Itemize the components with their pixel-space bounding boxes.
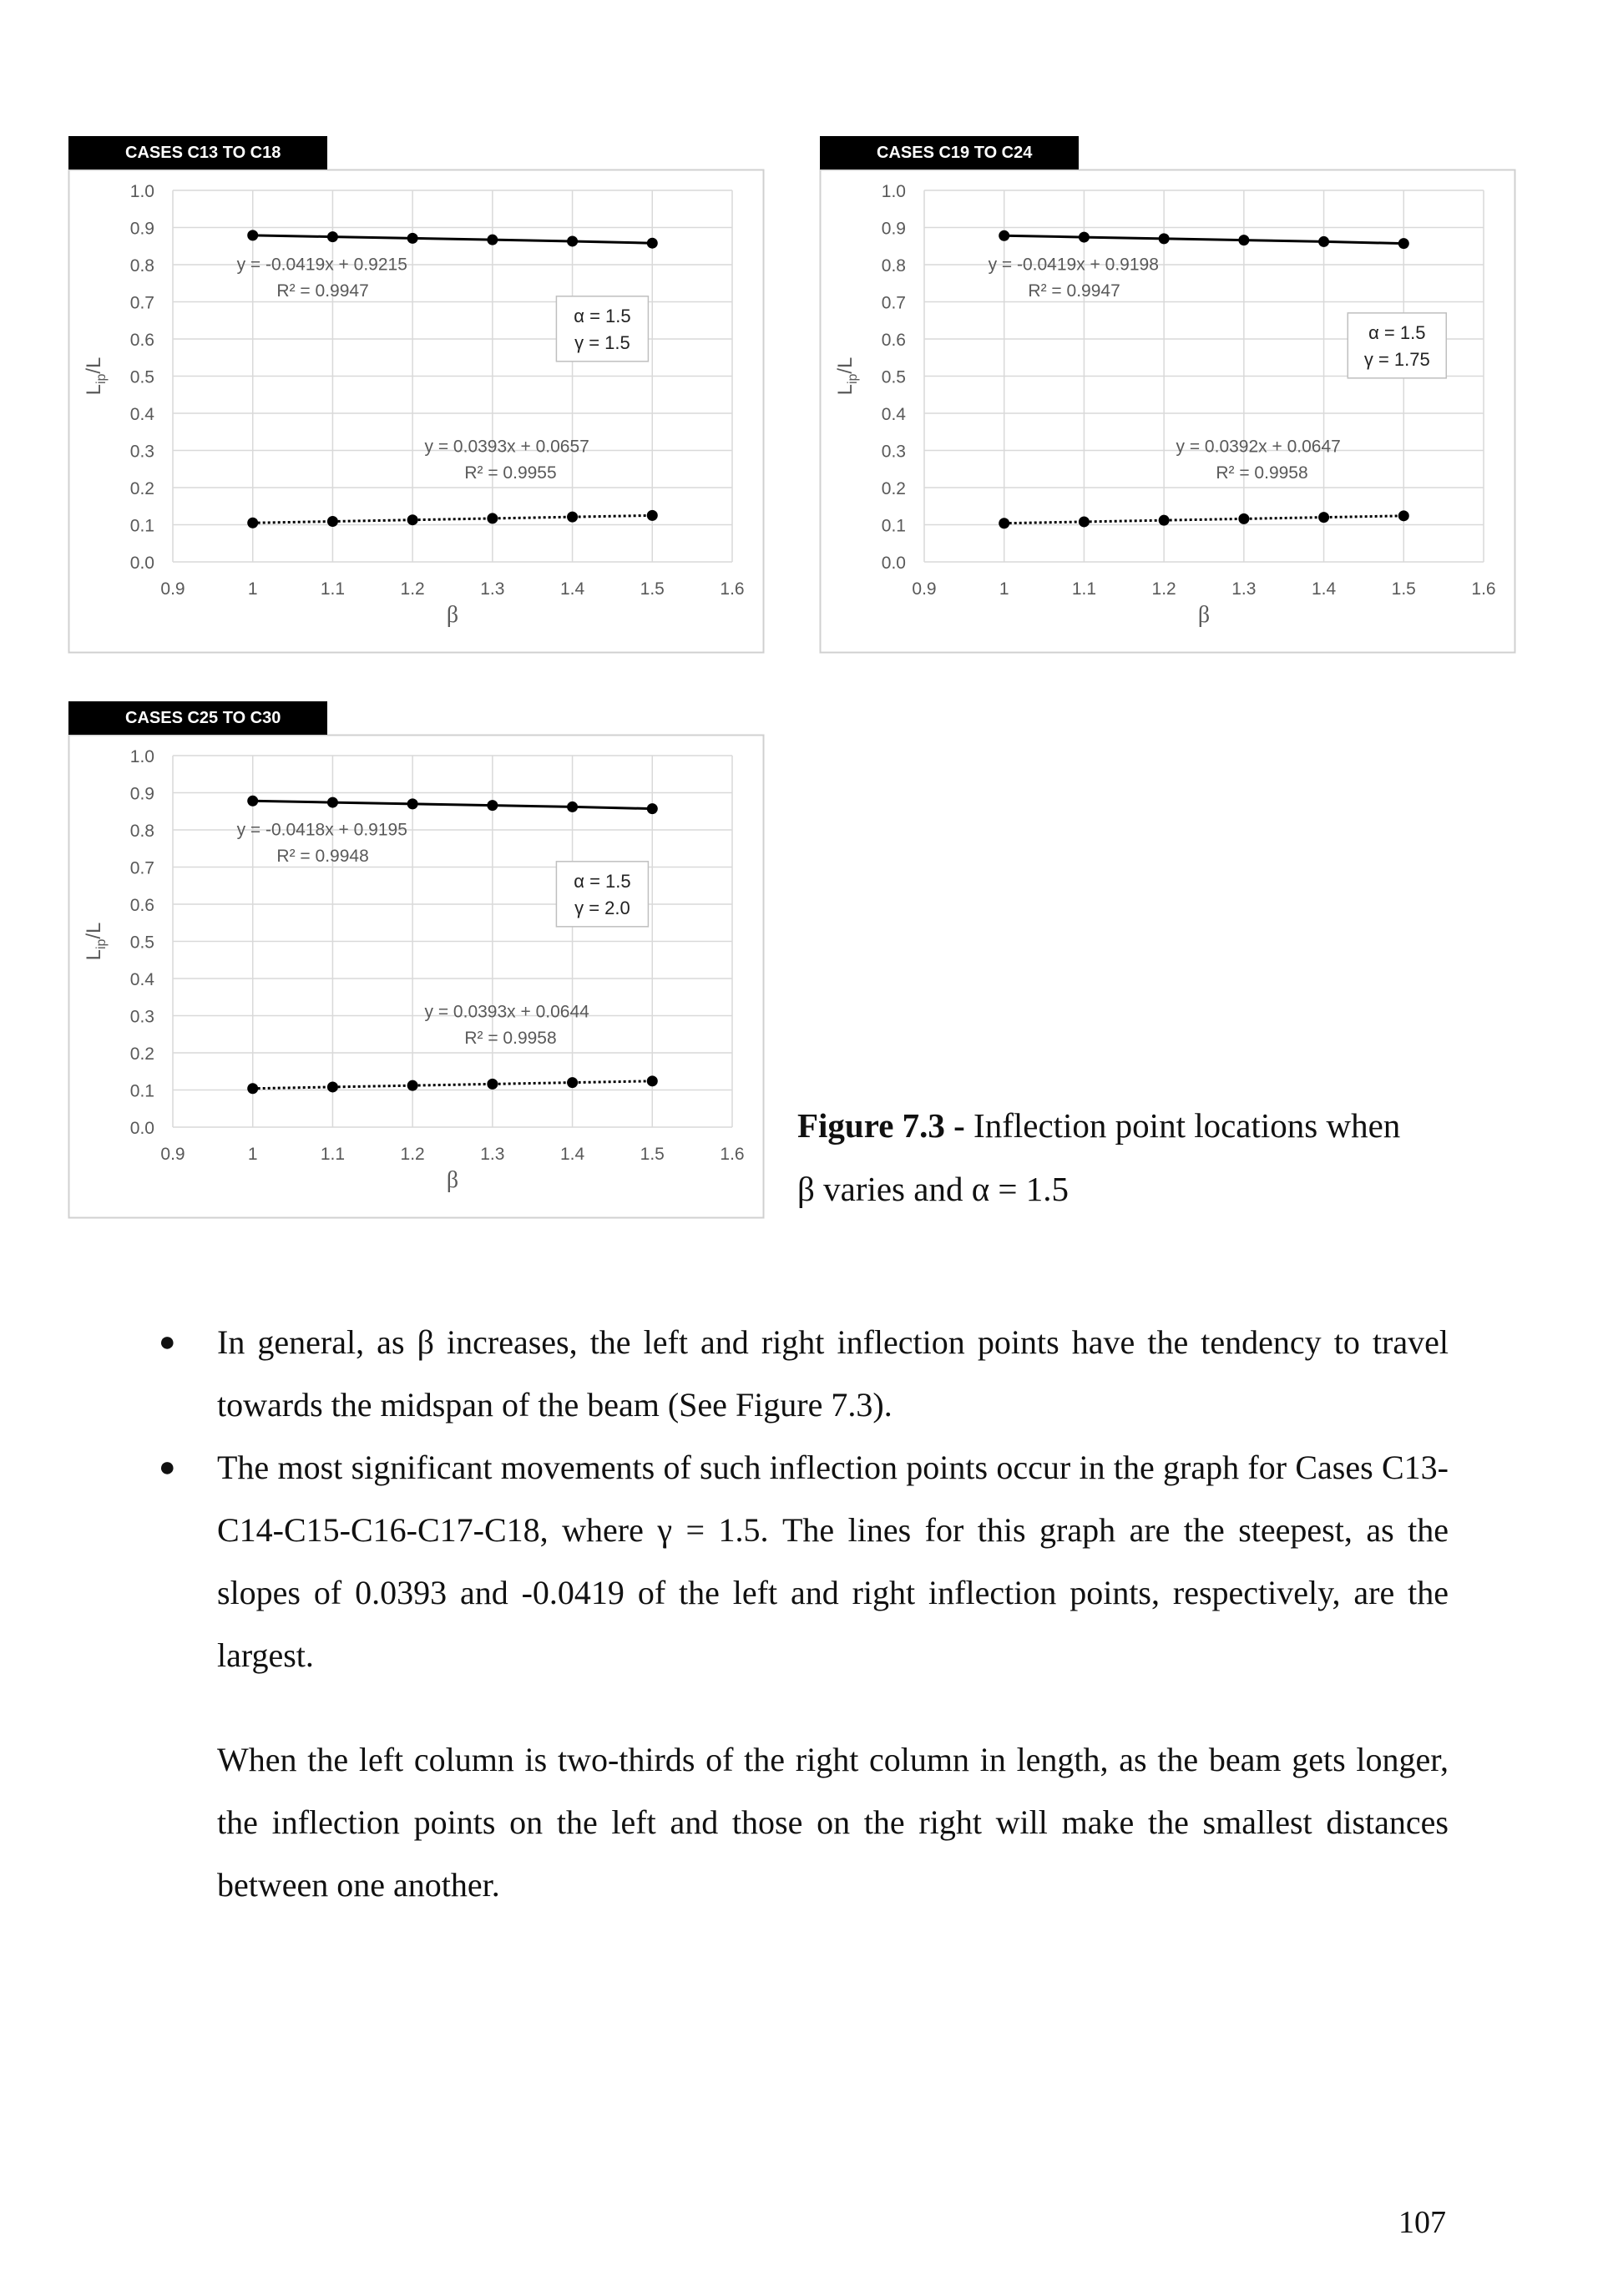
- data-point: [487, 513, 498, 523]
- trendline-equation-lower: y = 0.0392x + 0.0647: [1176, 437, 1341, 457]
- y-tick-label: 0.0: [129, 1119, 154, 1138]
- x-tick-label: 1: [999, 579, 1009, 599]
- y-tick-label: 0.3: [129, 1007, 154, 1027]
- y-tick-label: 0.0: [881, 554, 906, 573]
- data-point: [487, 1079, 498, 1090]
- chart-svg: [68, 136, 766, 654]
- y-tick-label: 1.0: [881, 182, 906, 201]
- trendline-r2-lower: R² = 0.9958: [464, 1028, 557, 1048]
- x-tick-label: 1.3: [1231, 579, 1257, 599]
- trendline-r2-lower: R² = 0.9958: [1216, 463, 1308, 483]
- figure-caption-line2: β varies and α = 1.5: [797, 1170, 1070, 1208]
- x-tick-label: 1.6: [720, 1145, 745, 1164]
- bullet-icon: ●: [159, 1327, 176, 1358]
- y-tick-label: 0.8: [129, 256, 154, 276]
- data-point: [1159, 515, 1170, 526]
- x-tick-label: 1.3: [480, 579, 505, 599]
- x-tick-label: 1.4: [1311, 579, 1337, 599]
- y-tick-label: 0.5: [129, 933, 154, 953]
- data-point: [567, 235, 578, 246]
- chart-title: CASES C25 TO C30: [68, 701, 327, 735]
- data-point: [407, 233, 418, 244]
- legend-alpha: α = 1.5: [574, 305, 631, 326]
- data-point: [1079, 516, 1090, 527]
- x-tick-label: 0.9: [160, 579, 185, 599]
- y-tick-label: 0.8: [129, 822, 154, 841]
- bullet-text: The most significant movements of such inflection points occur in the graph for Cases C13-C14-C15-C16-C17-C18, where γ = 1.5. The lines for this graph are the steepest, as the slopes of 0.0393 and -0.0419 of the left and right inflection points, respectively, are the largest.: [217, 1449, 1449, 1674]
- y-tick-label: 0.1: [129, 1081, 154, 1101]
- y-tick-label: 1.0: [129, 182, 154, 201]
- x-tick-label: 1.5: [640, 579, 665, 599]
- data-point: [567, 1077, 578, 1088]
- x-tick-label: 1.1: [320, 1145, 346, 1164]
- y-tick-label: 0.2: [881, 479, 906, 498]
- chart-title: CASES C13 TO C18: [68, 136, 327, 169]
- data-point: [1079, 232, 1090, 243]
- y-tick-label: 0.1: [129, 516, 154, 536]
- data-point: [567, 802, 578, 812]
- trendline-equation-upper: y = -0.0419x + 0.9215: [236, 255, 407, 275]
- page-number: 107: [1398, 2205, 1446, 2240]
- chart-cases-c13-c18: [68, 136, 766, 654]
- figure-caption: [797, 1094, 1482, 1221]
- data-point: [647, 803, 658, 814]
- data-point: [647, 238, 658, 249]
- x-tick-label: 0.9: [912, 579, 937, 599]
- legend-gamma: γ = 1.5: [574, 331, 630, 353]
- data-point: [247, 1083, 258, 1094]
- bullet-icon: ●: [159, 1452, 176, 1483]
- y-tick-label: 0.3: [881, 442, 906, 462]
- data-point: [327, 231, 338, 242]
- y-tick-label: 0.9: [129, 784, 154, 804]
- data-point: [327, 797, 338, 808]
- y-tick-label: 0.7: [129, 858, 154, 878]
- data-point: [1318, 236, 1329, 247]
- chart-svg: [820, 136, 1517, 654]
- data-point: [647, 510, 658, 521]
- x-tick-label: 0.9: [160, 1145, 185, 1164]
- data-point: [407, 798, 418, 809]
- data-point: [1238, 513, 1249, 524]
- trendline-r2-upper: R² = 0.9948: [276, 846, 369, 866]
- bullet-list: [159, 1311, 1449, 1687]
- y-tick-label: 0.6: [129, 331, 154, 350]
- y-tick-label: 0.6: [129, 896, 154, 915]
- y-tick-label: 0.8: [881, 256, 906, 276]
- x-tick-label: 1.2: [1151, 579, 1176, 599]
- trendline-r2-lower: R² = 0.9955: [464, 463, 557, 483]
- x-tick-label: 1.4: [559, 579, 585, 599]
- chart-cases-c25-c30: [68, 701, 766, 1219]
- data-point: [327, 516, 338, 527]
- trendline-r2-upper: R² = 0.9947: [1028, 281, 1120, 301]
- body-paragraph: When the left column is two-thirds of the right column in length, as the beam gets longer, the inflection points on the left and those on the right will make the smallest distances between one another.: [217, 1741, 1449, 1904]
- data-point: [1398, 238, 1409, 249]
- x-tick-label: 1.1: [320, 579, 346, 599]
- x-tick-label: 1.5: [1391, 579, 1416, 599]
- y-tick-label: 0.7: [129, 293, 154, 313]
- y-tick-label: 0.4: [129, 405, 154, 424]
- figure-caption-line1: Inflection point locations when: [973, 1106, 1401, 1145]
- trendline-r2-upper: R² = 0.9947: [276, 281, 369, 301]
- x-axis-label: β: [446, 1167, 459, 1193]
- data-point: [407, 1080, 418, 1091]
- x-tick-label: 1.1: [1071, 579, 1097, 599]
- data-point: [567, 512, 578, 523]
- y-tick-label: 0.9: [129, 219, 154, 239]
- trendline-equation-upper: y = -0.0418x + 0.9195: [236, 820, 407, 840]
- y-tick-label: 0.5: [881, 367, 906, 387]
- data-point: [1318, 512, 1329, 523]
- data-point: [647, 1075, 658, 1086]
- x-tick-label: 1.5: [640, 1145, 665, 1164]
- x-tick-label: 1.2: [400, 579, 425, 599]
- trendline-equation-upper: y = -0.0419x + 0.9198: [988, 255, 1159, 275]
- trendline-equation-lower: y = 0.0393x + 0.0657: [424, 437, 589, 457]
- legend-alpha: α = 1.5: [574, 870, 631, 892]
- legend-gamma: γ = 2.0: [574, 897, 630, 918]
- data-point: [327, 1081, 338, 1092]
- y-tick-label: 0.2: [129, 1044, 154, 1064]
- y-axis-label: $L_{ip}/L$: [834, 357, 860, 396]
- data-point: [407, 514, 418, 525]
- data-point: [247, 230, 258, 240]
- list-item: [159, 1436, 1449, 1687]
- x-tick-label: 1: [247, 1145, 258, 1164]
- y-tick-label: 0.4: [129, 970, 154, 989]
- y-tick-label: 0.0: [129, 554, 154, 573]
- data-point: [1238, 235, 1249, 245]
- x-axis-label: β: [446, 602, 459, 628]
- data-point: [247, 518, 258, 528]
- y-tick-label: 0.7: [881, 293, 906, 313]
- data-point: [1398, 510, 1409, 521]
- data-point: [247, 796, 258, 807]
- chart-cases-c19-c24: [820, 136, 1517, 654]
- x-axis-label: β: [1197, 602, 1211, 628]
- figure-label: Figure 7.3 -: [797, 1106, 965, 1145]
- data-point: [487, 800, 498, 811]
- legend-gamma: γ = 1.75: [1363, 348, 1430, 370]
- y-tick-label: 0.1: [881, 516, 906, 536]
- y-tick-label: 0.6: [881, 331, 906, 350]
- x-tick-label: 1.4: [559, 1145, 585, 1164]
- legend-alpha: α = 1.5: [1368, 321, 1426, 343]
- chart-title: CASES C19 TO C24: [820, 136, 1079, 169]
- y-axis-label: $L_{ip}/L$: [83, 922, 109, 961]
- y-tick-label: 1.0: [129, 747, 154, 766]
- y-tick-label: 0.4: [881, 405, 906, 424]
- data-point: [487, 235, 498, 245]
- y-tick-label: 0.3: [129, 442, 154, 462]
- x-tick-label: 1.6: [1471, 579, 1496, 599]
- x-tick-label: 1.6: [720, 579, 745, 599]
- trendline-equation-lower: y = 0.0393x + 0.0644: [424, 1002, 589, 1022]
- list-item: [159, 1311, 1449, 1436]
- y-tick-label: 0.5: [129, 367, 154, 387]
- y-axis-label: $L_{ip}/L$: [83, 357, 109, 396]
- data-point: [1159, 233, 1170, 244]
- x-tick-label: 1.3: [480, 1145, 505, 1164]
- data-point: [999, 518, 1009, 528]
- y-tick-label: 0.9: [881, 219, 906, 239]
- bullet-text: In general, as β increases, the left and right inflection points have the tendency to travel towards the midspan of the beam (See Figure 7.3).: [217, 1323, 1449, 1424]
- chart-svg: [68, 701, 766, 1219]
- x-tick-label: 1: [247, 579, 258, 599]
- y-tick-label: 0.2: [129, 479, 154, 498]
- data-point: [999, 230, 1009, 241]
- x-tick-label: 1.2: [400, 1145, 425, 1164]
